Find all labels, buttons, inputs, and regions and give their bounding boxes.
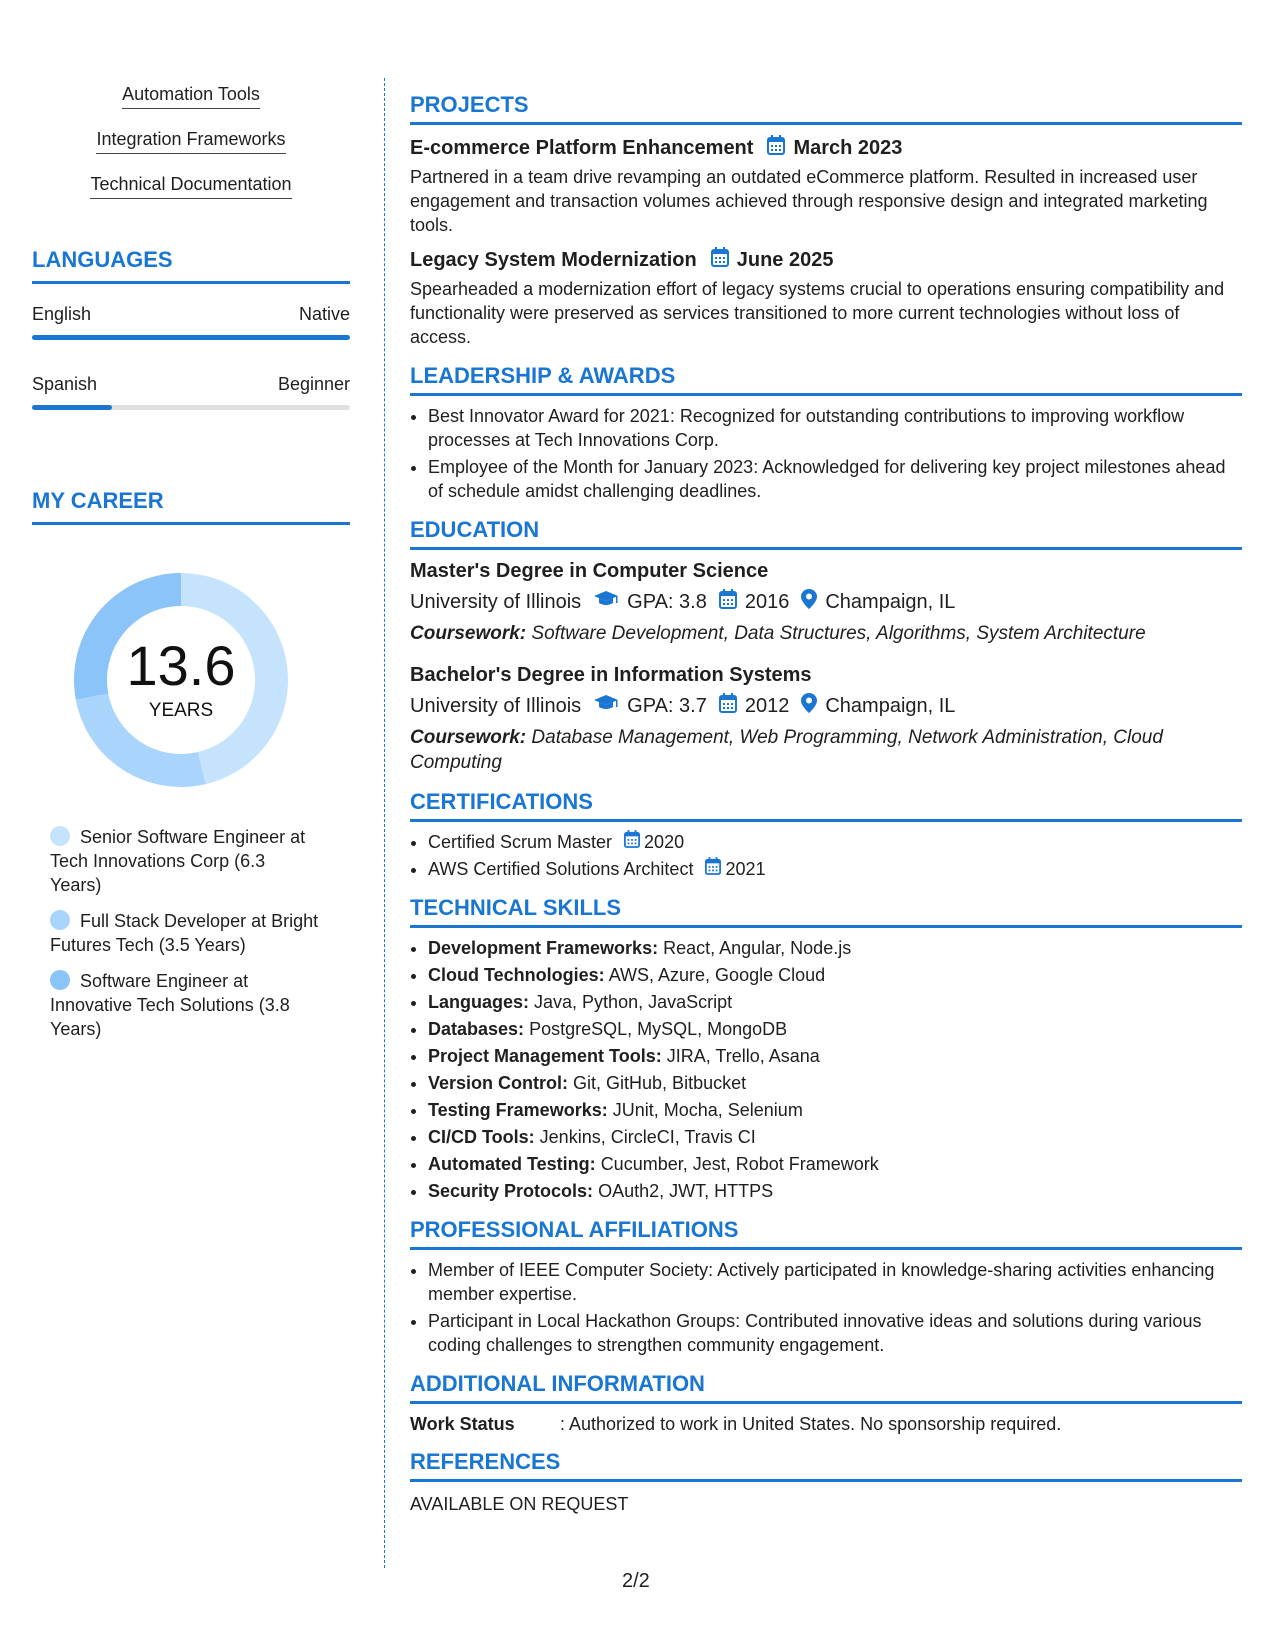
list-item: • Employee of the Month for January 2023: Acknowledged for delivering key project milestones ahead of schedule amidst challenging deadlines. [428,455,1242,503]
list-item: • Best Innovator Award for 2021: Recognized for outstanding contributions to improving workflow processes at Tech Innovations Corp. [428,404,1242,452]
references-section [410,1449,1242,1515]
list-item [428,1017,1242,1041]
work-status-label: Work Status [410,1414,515,1434]
skill-value: Java, Python, JavaScript [534,992,733,1012]
skill-item: Automation Tools [122,84,260,109]
certifications-section [410,789,1242,881]
calendar-icon [705,857,721,881]
career-donut [66,565,296,795]
education-details [410,693,1242,719]
project-description: Partnered in a team drive revamping an outdated eCommerce platform. Resulted in increased user engagement and transaction volumes achieved through responsive design and integrated marketing tools. [410,167,1208,235]
career-total: 13.6 [126,634,236,697]
coursework-list: Software Development, Data Structures, Algorithms, System Architecture [531,623,1146,644]
graduation-year: 2012 [744,694,790,717]
career-legend [50,825,320,1041]
project-description: Spearheaded a modernization effort of legacy systems crucial to operations ensuring compatibility and functionality were preserved as services transitioned to more current technologies without loss of access. [410,279,1225,347]
education-details [410,589,1242,615]
degree-title: Master's Degree in Computer Science [410,560,769,582]
school-name: University of Illinois [410,694,582,717]
project-title: Legacy System Modernization [410,248,697,271]
degree-title: Bachelor's Degree in Information Systems [410,664,812,686]
education-section [410,517,1242,775]
legend-dot [50,826,70,846]
skill-value: OAuth2, JWT, HTTPS [598,1181,774,1201]
skill-item: Integration Frameworks [96,129,285,154]
gpa: GPA: 3.8 [627,590,707,613]
language-bar [32,335,350,340]
skill-label: Automated Testing: [428,1154,596,1174]
skill-label: Languages: [428,992,530,1012]
list-item: • Participant in Local Hackathon Groups: Contributed innovative ideas and solutions during various coding challenges to strengthen community engagement. [428,1309,1242,1357]
language-row [32,374,350,395]
gpa: GPA: 3.7 [627,694,707,717]
certifications-heading: CERTIFICATIONS [410,789,1242,822]
technical-skills-section [410,895,1242,1203]
certifications-list [410,830,1242,881]
skill-label: CI/CD Tools: [428,1127,535,1147]
skill-label: Development Frameworks: [428,938,659,958]
skill-label: Testing Frameworks: [428,1100,608,1120]
references-text: AVAILABLE ON REQUEST [410,1494,629,1514]
calendar-icon [624,830,640,854]
school-name: University of Illinois [410,590,582,613]
education-heading: EDUCATION [410,517,1242,550]
leadership-list [410,404,1242,503]
coursework-label: Coursework: [410,727,527,748]
leadership-heading: LEADERSHIP & AWARDS [410,363,1242,396]
cert-name: • Certified Scrum Master [428,832,613,852]
skill-value: AWS, Azure, Google Cloud [608,965,826,985]
skill-value: React, Angular, Node.js [663,938,852,958]
coursework-list: Database Management, Web Programming, Network Administration, Cloud Computing [410,727,1163,773]
cert-name: • AWS Certified Solutions Architect [428,859,694,879]
language-bar-fill [32,405,112,410]
school-location: Champaign, IL [825,694,956,717]
language-level: Beginner [277,374,350,394]
legend-dot [50,910,70,930]
list-item [428,1152,1242,1176]
list-item [428,1071,1242,1095]
work-status-row [410,1414,1242,1435]
career-unit: YEARS [148,700,214,721]
cert-year: 2021 [725,859,766,879]
additional-info-heading: ADDITIONAL INFORMATION [410,1371,1242,1404]
right-column [410,92,1242,1529]
project-date: March 2023 [793,136,903,159]
affiliations-list [410,1258,1242,1357]
list-item [428,1125,1242,1149]
affiliations-heading: PROFESSIONAL AFFILIATIONS [410,1217,1242,1250]
career-heading: MY CAREER [32,488,350,525]
list-item [428,963,1242,987]
list-item [428,1044,1242,1068]
skill-label: Security Protocols: [428,1181,594,1201]
technical-skills-list [410,936,1242,1203]
legend-dot [50,970,70,990]
skill-label: Cloud Technologies: [428,965,605,985]
page-number: 2/2 [622,1570,650,1592]
career-item-text: Full Stack Developer at Bright Futures Tech (3.5 Years) [50,911,319,955]
skill-value: Cucumber, Jest, Robot Framework [600,1154,879,1174]
projects-heading: PROJECTS [410,92,1242,125]
list-item [428,830,1242,854]
column-divider [384,78,385,1568]
calendar-icon [767,135,785,161]
donut-center [66,565,296,795]
additional-info-section [410,1371,1242,1435]
skill-value: PostgreSQL, MySQL, MongoDB [529,1019,788,1039]
coursework [410,621,1242,646]
career-item-text: Senior Software Engineer at Tech Innovations Corp (6.3 Years) [50,827,306,895]
list-item [428,1179,1242,1203]
references-heading: REFERENCES [410,1449,1242,1482]
cert-year: 2020 [644,832,685,852]
location-pin-icon [801,693,817,719]
list-item [428,1098,1242,1122]
skills-list [32,84,350,219]
career-item-text: Software Engineer at Innovative Tech Solutions (3.8 Years) [50,971,290,1039]
project-title: E-commerce Platform Enhancement [410,136,754,159]
project-title-row [410,247,1242,273]
language-name: Spanish [32,374,98,394]
school-location: Champaign, IL [825,590,956,613]
work-status-value: : Authorized to work in United States. No sponsorship required. [560,1414,1062,1434]
language-row [32,304,350,325]
coursework [410,725,1242,775]
skill-value: Git, GitHub, Bitbucket [573,1073,747,1093]
career-item [50,825,320,897]
graduation-cap-icon [593,590,619,614]
coursework-label: Coursework: [410,623,527,644]
graduation-cap-icon [593,694,619,718]
technical-skills-heading: TECHNICAL SKILLS [410,895,1242,928]
project-title-row [410,135,1242,161]
location-pin-icon [801,589,817,615]
skill-value: Jenkins, CircleCI, Travis CI [539,1127,756,1147]
skill-label: Databases: [428,1019,525,1039]
list-item [428,990,1242,1014]
language-level: Native [298,304,350,324]
languages-heading: LANGUAGES [32,247,350,284]
skill-value: JIRA, Trello, Asana [666,1046,820,1066]
affiliations-section [410,1217,1242,1357]
list-item [428,857,1242,881]
calendar-icon [719,693,737,719]
career-item [50,909,320,957]
project-date: June 2025 [736,248,834,271]
leadership-section [410,363,1242,503]
graduation-year: 2016 [744,590,790,613]
languages-list [32,304,350,410]
calendar-icon [719,589,737,615]
list-item: • Member of IEEE Computer Society: Actively participated in knowledge-sharing activities enhancing member expertise. [428,1258,1242,1306]
left-column [32,84,350,1053]
skill-label: Version Control: [428,1073,569,1093]
projects-section [410,92,1242,349]
calendar-icon [711,247,729,273]
list-item [428,936,1242,960]
skill-item: Technical Documentation [90,174,291,199]
career-item [50,969,320,1041]
skill-label: Project Management Tools: [428,1046,662,1066]
language-bar-fill [32,335,350,340]
language-name: English [32,304,92,324]
language-bar [32,405,350,410]
skill-value: JUnit, Mocha, Selenium [612,1100,803,1120]
